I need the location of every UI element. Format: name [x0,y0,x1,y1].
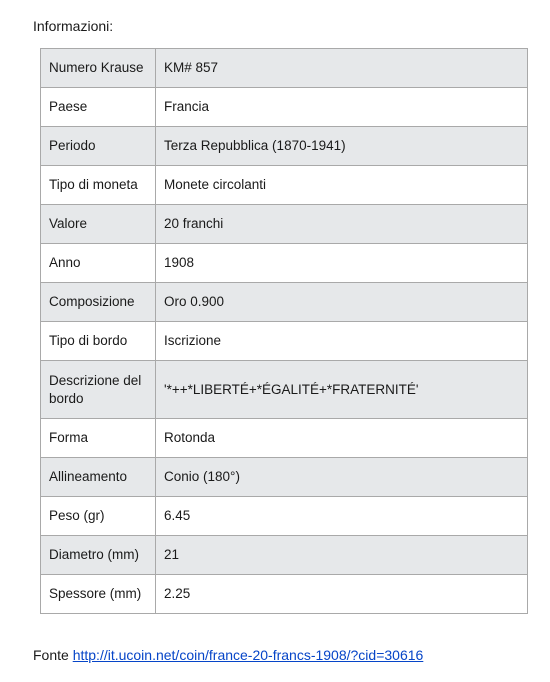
row-label: Forma [41,419,156,458]
row-value: 2.25 [156,575,528,614]
table-row [41,244,528,283]
source-prefix: Fonte [33,647,69,663]
table-row [41,536,528,575]
row-label: Allineamento [41,458,156,497]
row-label: Valore [41,205,156,244]
row-label: Periodo [41,127,156,166]
table-row [41,49,528,88]
table-row [41,458,528,497]
row-value: KM# 857 [156,49,528,88]
row-label: Tipo di bordo [41,322,156,361]
table-row [41,88,528,127]
row-value: 6.45 [156,497,528,536]
table-row [41,419,528,458]
row-value: '*++*LIBERTÉ+*ÉGALITÉ+*FRATERNITÉ' [156,361,528,419]
table-row [41,166,528,205]
row-label: Anno [41,244,156,283]
source-link[interactable]: http://it.ucoin.net/coin/france-20-francs-1908/?cid=30616 [72,647,424,663]
row-value: Terza Repubblica (1870-1941) [156,127,528,166]
section-heading: Informazioni: [33,18,114,34]
row-value: Francia [156,88,528,127]
coin-info-table [40,48,528,614]
table-row [41,283,528,322]
row-value: Oro 0.900 [156,283,528,322]
row-label: Numero Krause [41,49,156,88]
row-label: Composizione [41,283,156,322]
table-row [41,361,528,419]
row-value: 20 franchi [156,205,528,244]
row-label: Peso (gr) [41,497,156,536]
row-label: Paese [41,88,156,127]
table-row [41,322,528,361]
row-value: Monete circolanti [156,166,528,205]
row-label: Spessore (mm) [41,575,156,614]
row-label: Descrizione del bordo [41,361,156,419]
row-label: Tipo di moneta [41,166,156,205]
row-value: Iscrizione [156,322,528,361]
table-row [41,575,528,614]
table-row [41,205,528,244]
row-value: 21 [156,536,528,575]
row-label: Diametro (mm) [41,536,156,575]
source-line [33,647,423,663]
row-value: Conio (180°) [156,458,528,497]
row-value: 1908 [156,244,528,283]
row-value: Rotonda [156,419,528,458]
table-row [41,127,528,166]
table-row [41,497,528,536]
